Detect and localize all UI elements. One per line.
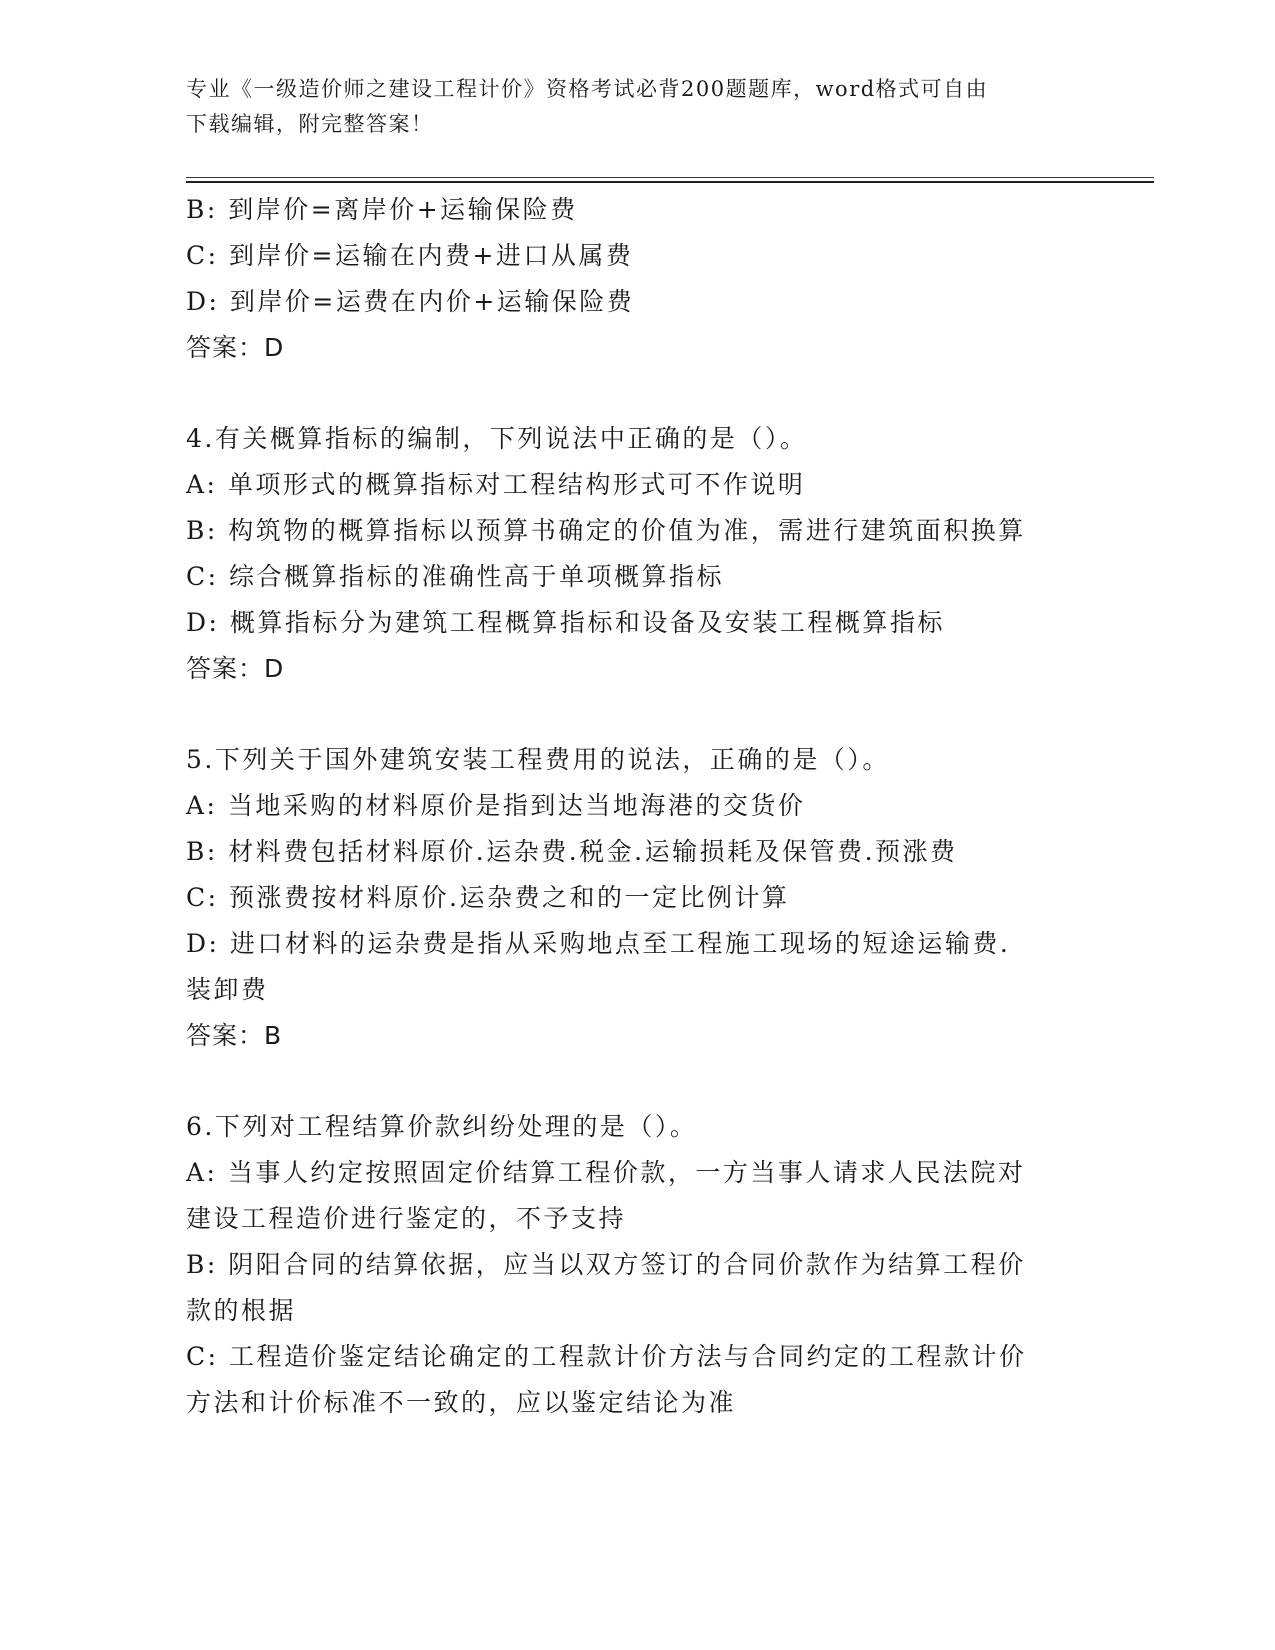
- option-c: C: 工程造价鉴定结论确定的工程款计价方法与合同约定的工程款计价: [186, 1342, 1027, 1371]
- question-stem: 6.下列对工程结算价款纠纷处理的是（）。: [186, 1112, 698, 1141]
- document-header: [186, 72, 1086, 142]
- option-b: B: 阴阳合同的结算依据，应当以双方签订的合同价款作为结算工程价: [186, 1250, 1026, 1279]
- question-spacer: [186, 692, 1086, 737]
- option-a: A: 当地采购的材料原价是指到达当地海港的交货价: [186, 791, 806, 820]
- header-divider-thin: [186, 177, 1154, 178]
- header-line-1: 专业《一级造价师之建设工程计价》资格考试必背200题题库，word格式可自由: [186, 77, 989, 101]
- answer-line: 答案：D: [186, 333, 285, 362]
- question-6: [186, 1104, 1086, 1426]
- option-a-continuation: 建设工程造价进行鉴定的，不予支持: [186, 1204, 627, 1233]
- option-b: B: 构筑物的概算指标以预算书确定的价值为准，需进行建筑面积换算: [186, 516, 1026, 545]
- option-c: C: 综合概算指标的准确性高于单项概算指标: [186, 562, 724, 591]
- question-spacer: [186, 1059, 1086, 1104]
- question-3-tail: [186, 187, 1086, 371]
- option-d-continuation: 装卸费: [186, 975, 269, 1004]
- option-c: C: 到岸价=运输在内费+进口从属费: [186, 241, 634, 270]
- answer-line: 答案：D: [186, 654, 285, 683]
- header-divider-thick: [186, 181, 1154, 183]
- option-b: B: 到岸价=离岸价+运输保险费: [186, 195, 578, 224]
- option-d: D: 进口材料的运杂费是指从采购地点至工程施工现场的短途运输费.: [186, 929, 1011, 958]
- question-content: [186, 187, 1086, 1426]
- option-c-continuation: 方法和计价标准不一致的，应以鉴定结论为准: [186, 1388, 737, 1417]
- question-spacer: [186, 371, 1086, 416]
- option-b: B: 材料费包括材料原价.运杂费.税金.运输损耗及保管费.预涨费: [186, 837, 958, 866]
- option-b-continuation: 款的根据: [186, 1296, 297, 1325]
- option-d: D: 到岸价=运费在内价+运输保险费: [186, 287, 635, 316]
- question-5: [186, 737, 1086, 1059]
- option-c: C: 预涨费按材料原价.运杂费之和的一定比例计算: [186, 883, 790, 912]
- question-4: [186, 416, 1086, 692]
- question-stem: 5.下列关于国外建筑安装工程费用的说法，正确的是（）。: [186, 745, 890, 774]
- header-line-2: 下载编辑，附完整答案！: [186, 112, 434, 136]
- option-d: D: 概算指标分为建筑工程概算指标和设备及安装工程概算指标: [186, 608, 945, 637]
- option-a: A: 当事人约定按照固定价结算工程价款，一方当事人请求人民法院对: [186, 1158, 1026, 1187]
- question-stem: 4.有关概算指标的编制，下列说法中正确的是（）。: [186, 424, 808, 453]
- answer-line: 答案：B: [186, 1021, 283, 1050]
- option-a: A: 单项形式的概算指标对工程结构形式可不作说明: [186, 470, 806, 499]
